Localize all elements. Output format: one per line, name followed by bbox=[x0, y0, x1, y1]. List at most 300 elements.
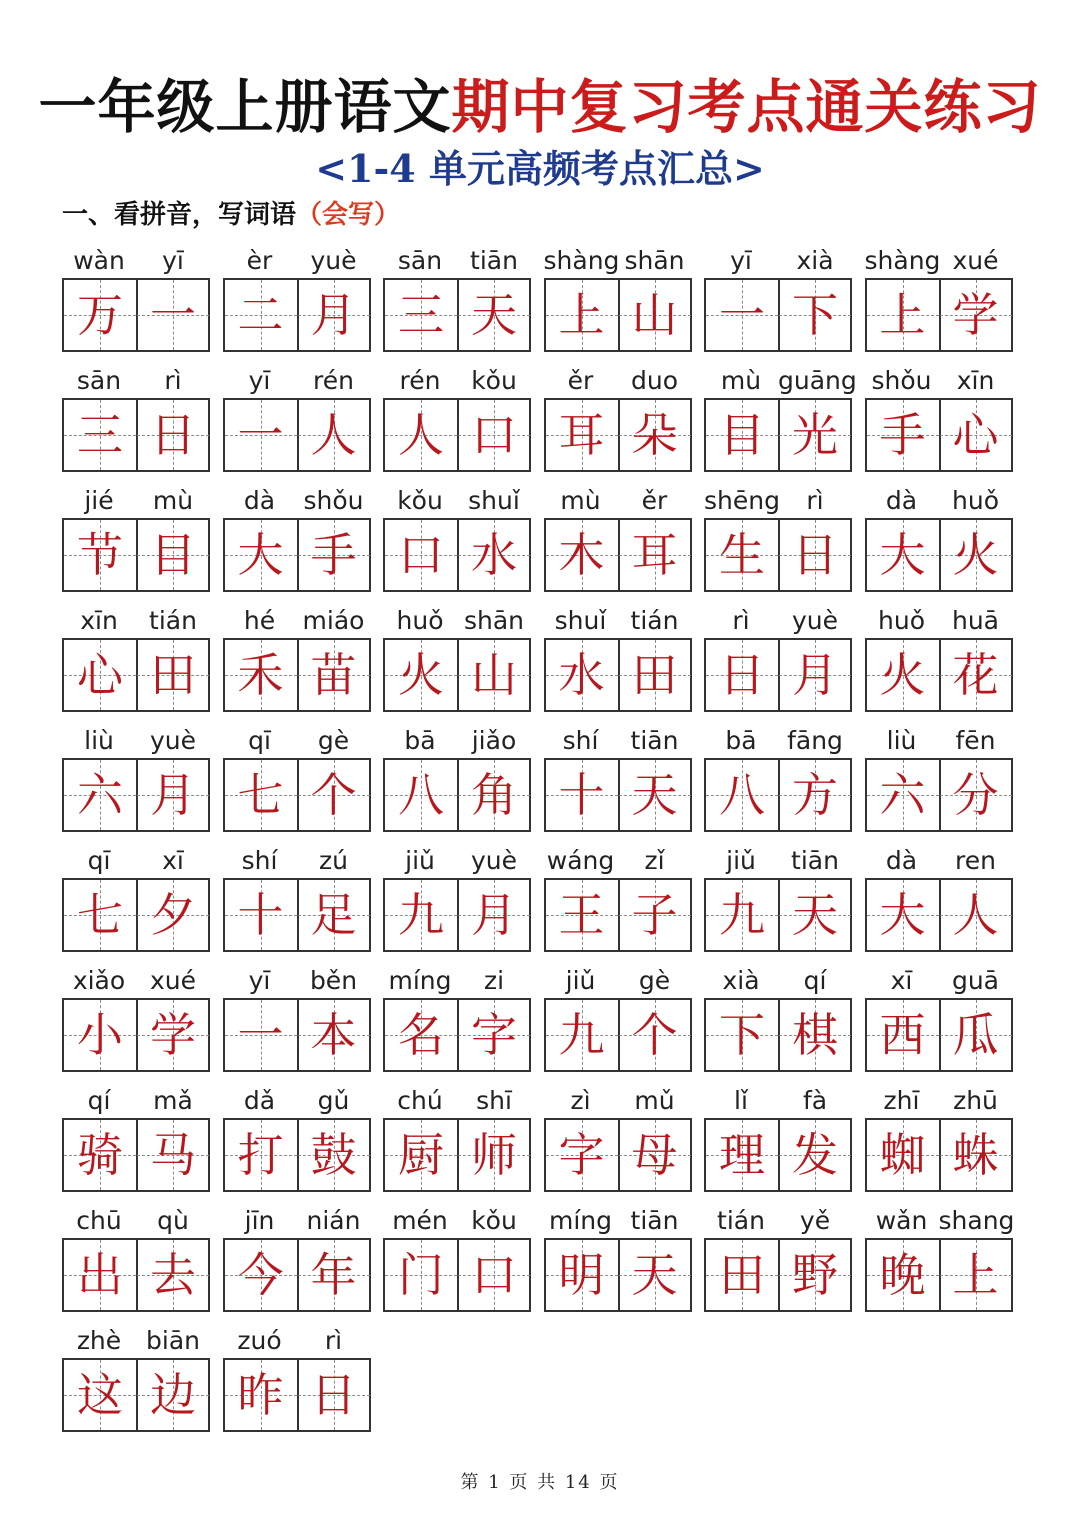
hanzi-character: 马 bbox=[150, 1128, 196, 1182]
tianzige-cell bbox=[546, 880, 618, 950]
hanzi-character: 西 bbox=[879, 1008, 926, 1062]
word-item bbox=[544, 364, 692, 484]
word-row bbox=[62, 724, 1022, 844]
pinyin-label: huǒ bbox=[396, 606, 444, 635]
hanzi-character: 水 bbox=[471, 528, 517, 582]
pinyin-label: ren bbox=[955, 846, 996, 875]
word-item bbox=[383, 844, 531, 964]
hanzi-character: 禾 bbox=[237, 648, 284, 702]
hanzi-character: 生 bbox=[719, 528, 765, 582]
pinyin-label: tián bbox=[717, 1206, 765, 1235]
tianzige-box bbox=[223, 278, 371, 352]
hanzi-character: 年 bbox=[310, 1248, 357, 1302]
tianzige-cell bbox=[867, 760, 939, 830]
word-item bbox=[544, 604, 692, 724]
tianzige-cell bbox=[137, 1000, 209, 1070]
pinyin-label: hé bbox=[243, 606, 276, 635]
pinyin-label: shǒu bbox=[303, 486, 364, 515]
pinyin-label: bā bbox=[404, 726, 436, 755]
tianzige-cell bbox=[137, 640, 209, 710]
pinyin-label: míng bbox=[548, 1206, 612, 1235]
pinyin-label: jié bbox=[84, 486, 114, 515]
hanzi-character: 三 bbox=[77, 408, 123, 462]
hanzi-character: 目 bbox=[150, 528, 196, 582]
tianzige-cell bbox=[546, 1000, 618, 1070]
tianzige-cell bbox=[385, 1000, 457, 1070]
tianzige-box bbox=[544, 758, 692, 832]
tianzige-cell bbox=[619, 1000, 691, 1070]
hanzi-character: 棋 bbox=[792, 1008, 838, 1062]
hanzi-character: 十 bbox=[237, 888, 284, 942]
word-item bbox=[865, 244, 1013, 364]
pinyin-label: zǐ bbox=[644, 846, 665, 875]
tianzige-box bbox=[544, 878, 692, 952]
tianzige-cell bbox=[867, 1120, 939, 1190]
hanzi-character: 六 bbox=[77, 768, 123, 822]
word-item bbox=[704, 844, 852, 964]
hanzi-character: 上 bbox=[879, 288, 926, 342]
pinyin-label: zì bbox=[570, 1086, 591, 1115]
hanzi-character: 田 bbox=[150, 648, 196, 702]
hanzi-character: 发 bbox=[792, 1128, 838, 1182]
hanzi-character: 王 bbox=[558, 888, 605, 942]
word-row bbox=[62, 604, 1022, 724]
word-item bbox=[383, 1084, 531, 1204]
tianzige-cell bbox=[619, 400, 691, 470]
word-item bbox=[865, 1084, 1013, 1204]
pinyin-label: yuè bbox=[149, 726, 197, 755]
tianzige-cell bbox=[225, 760, 297, 830]
word-row bbox=[62, 364, 1022, 484]
word-item bbox=[223, 604, 371, 724]
word-grid bbox=[62, 244, 1022, 1444]
pinyin-label: kǒu bbox=[471, 366, 517, 395]
tianzige-box bbox=[865, 398, 1013, 472]
pinyin-label: fēn bbox=[955, 726, 996, 755]
pinyin-label: jiǎo bbox=[471, 726, 517, 755]
tianzige-box bbox=[223, 998, 371, 1072]
tianzige-cell bbox=[225, 1000, 297, 1070]
pinyin-label: xué bbox=[952, 246, 999, 275]
word-item bbox=[62, 604, 210, 724]
pinyin-label: gè bbox=[638, 966, 671, 995]
hanzi-character: 日 bbox=[719, 648, 765, 702]
hanzi-character: 人 bbox=[398, 408, 444, 462]
hanzi-character: 学 bbox=[952, 288, 999, 342]
hanzi-character: 三 bbox=[398, 288, 444, 342]
hanzi-character: 人 bbox=[310, 408, 357, 462]
pinyin-label: fāng bbox=[787, 726, 843, 755]
word-item bbox=[383, 604, 531, 724]
tianzige-cell bbox=[64, 880, 136, 950]
pinyin-label: duo bbox=[630, 366, 678, 395]
tianzige-box bbox=[544, 1118, 692, 1192]
pinyin-label: ěr bbox=[641, 486, 668, 515]
tianzige-cell bbox=[940, 1240, 1012, 1310]
word-item bbox=[544, 1084, 692, 1204]
tianzige-cell bbox=[867, 280, 939, 350]
tianzige-cell bbox=[225, 1360, 297, 1430]
tianzige-cell bbox=[225, 880, 297, 950]
pinyin-label: biān bbox=[146, 1326, 200, 1355]
word-item bbox=[865, 964, 1013, 1084]
pinyin-label: xīn bbox=[956, 366, 995, 395]
hanzi-character: 理 bbox=[719, 1128, 765, 1182]
pinyin-label: xiǎo bbox=[72, 966, 126, 995]
pinyin-label: rì bbox=[806, 486, 824, 515]
tianzige-box bbox=[865, 1118, 1013, 1192]
pinyin-label: dà bbox=[885, 846, 918, 875]
tianzige-cell bbox=[137, 520, 209, 590]
hanzi-character: 方 bbox=[792, 768, 838, 822]
tianzige-cell bbox=[137, 1120, 209, 1190]
pinyin-label: èr bbox=[246, 246, 273, 275]
hanzi-character: 花 bbox=[952, 648, 999, 702]
tianzige-cell bbox=[137, 280, 209, 350]
word-item bbox=[544, 724, 692, 844]
word-item bbox=[704, 244, 852, 364]
tianzige-cell bbox=[225, 1120, 297, 1190]
pinyin-label: kǒu bbox=[471, 1206, 517, 1235]
tianzige-cell bbox=[619, 640, 691, 710]
word-item bbox=[383, 724, 531, 844]
pinyin-label: tiān bbox=[470, 246, 518, 275]
pinyin-label: huǒ bbox=[952, 486, 999, 515]
hanzi-character: 日 bbox=[310, 1368, 357, 1422]
pinyin-label: rì bbox=[732, 606, 750, 635]
hanzi-character: 心 bbox=[77, 648, 123, 702]
tianzige-box bbox=[704, 998, 852, 1072]
pinyin-label: bā bbox=[725, 726, 757, 755]
hanzi-character: 学 bbox=[150, 1008, 196, 1062]
pinyin-label: xià bbox=[722, 966, 760, 995]
tianzige-box bbox=[383, 398, 531, 472]
title-black-part: 一年级上册语文 bbox=[38, 73, 452, 141]
tianzige-box bbox=[865, 638, 1013, 712]
hanzi-character: 一 bbox=[719, 288, 765, 342]
word-row bbox=[62, 484, 1022, 604]
pinyin-label: shang bbox=[938, 1206, 1015, 1235]
pinyin-label: zhī bbox=[883, 1086, 920, 1115]
pinyin-label: gǔ bbox=[317, 1086, 350, 1115]
pinyin-label: xī bbox=[890, 966, 913, 995]
pinyin-label: tiān bbox=[630, 1206, 679, 1235]
word-item bbox=[865, 1204, 1013, 1324]
pinyin-label: yě bbox=[799, 1206, 831, 1235]
hanzi-character: 足 bbox=[310, 888, 357, 942]
hanzi-character: 天 bbox=[792, 888, 838, 942]
pinyin-label: qī bbox=[248, 726, 271, 755]
tianzige-cell bbox=[940, 880, 1012, 950]
tianzige-cell bbox=[298, 280, 370, 350]
word-row bbox=[62, 1324, 1022, 1444]
tianzige-box bbox=[865, 1238, 1013, 1312]
tianzige-box bbox=[62, 278, 210, 352]
word-item bbox=[544, 244, 692, 364]
tianzige-cell bbox=[546, 760, 618, 830]
hanzi-character: 今 bbox=[237, 1248, 284, 1302]
tianzige-cell bbox=[867, 880, 939, 950]
tianzige-box bbox=[62, 878, 210, 952]
hanzi-character: 九 bbox=[398, 888, 444, 942]
word-item bbox=[383, 484, 531, 604]
tianzige-cell bbox=[385, 760, 457, 830]
hanzi-character: 天 bbox=[471, 288, 517, 342]
pinyin-label: mù bbox=[560, 486, 601, 515]
tianzige-cell bbox=[385, 280, 457, 350]
tianzige-box bbox=[383, 1238, 531, 1312]
pinyin-label: zhū bbox=[953, 1086, 998, 1115]
pinyin-label: shān bbox=[624, 246, 685, 275]
hanzi-character: 子 bbox=[631, 888, 678, 942]
tianzige-box bbox=[383, 518, 531, 592]
pinyin-label: wáng bbox=[546, 846, 615, 875]
pinyin-label: yī bbox=[162, 246, 184, 275]
tianzige-cell bbox=[137, 400, 209, 470]
word-item bbox=[223, 964, 371, 1084]
pinyin-label: mù bbox=[152, 486, 194, 515]
hanzi-character: 心 bbox=[952, 408, 999, 462]
pinyin-label: xī bbox=[162, 846, 184, 875]
hanzi-character: 蜘 bbox=[879, 1128, 926, 1182]
hanzi-character: 一 bbox=[150, 288, 196, 342]
tianzige-cell bbox=[940, 400, 1012, 470]
tianzige-box bbox=[704, 638, 852, 712]
pinyin-label: yī bbox=[248, 966, 271, 995]
tianzige-cell bbox=[940, 1120, 1012, 1190]
pinyin-label: shēng bbox=[704, 486, 780, 515]
tianzige-cell bbox=[546, 400, 618, 470]
pinyin-label: yuè bbox=[470, 846, 518, 875]
word-row bbox=[62, 964, 1022, 1084]
hanzi-character: 蛛 bbox=[952, 1128, 999, 1182]
tianzige-cell bbox=[64, 1120, 136, 1190]
word-item bbox=[704, 724, 852, 844]
tianzige-cell bbox=[298, 400, 370, 470]
tianzige-cell bbox=[298, 520, 370, 590]
pinyin-label: xīn bbox=[80, 606, 118, 635]
tianzige-box bbox=[704, 1118, 852, 1192]
tianzige-cell bbox=[458, 280, 530, 350]
hanzi-character: 鼓 bbox=[310, 1128, 357, 1182]
page-subtitle: <1-4 单元高频考点汇总> bbox=[315, 146, 765, 191]
pinyin-label: lǐ bbox=[734, 1086, 748, 1115]
tianzige-cell bbox=[619, 760, 691, 830]
page-footer: 第 1 页 共 14 页 bbox=[460, 1472, 620, 1493]
tianzige-cell bbox=[385, 1120, 457, 1190]
tianzige-box bbox=[704, 518, 852, 592]
tianzige-box bbox=[544, 398, 692, 472]
hanzi-character: 野 bbox=[792, 1248, 838, 1302]
pinyin-label: mén bbox=[392, 1206, 448, 1235]
tianzige-cell bbox=[546, 520, 618, 590]
tianzige-box bbox=[223, 398, 371, 472]
tianzige-cell bbox=[137, 1360, 209, 1430]
word-item bbox=[223, 844, 371, 964]
tianzige-box bbox=[865, 998, 1013, 1072]
hanzi-character: 九 bbox=[719, 888, 765, 942]
tianzige-box bbox=[704, 278, 852, 352]
tianzige-cell bbox=[940, 520, 1012, 590]
word-item bbox=[865, 364, 1013, 484]
word-item bbox=[62, 844, 210, 964]
pinyin-label: yuè bbox=[310, 246, 357, 275]
hanzi-character: 个 bbox=[310, 768, 357, 822]
tianzige-box bbox=[544, 638, 692, 712]
pinyin-label: huǒ bbox=[878, 606, 925, 635]
hanzi-character: 月 bbox=[150, 768, 196, 822]
tianzige-cell bbox=[298, 1000, 370, 1070]
word-item bbox=[544, 1204, 692, 1324]
pinyin-label: rì bbox=[324, 1326, 343, 1355]
pinyin-label: shān bbox=[463, 606, 525, 635]
tianzige-cell bbox=[779, 400, 851, 470]
hanzi-character: 月 bbox=[792, 648, 838, 702]
tianzige-cell bbox=[706, 1120, 778, 1190]
tianzige-box bbox=[62, 758, 210, 832]
title-red-part: 期中复习考点通关练习 bbox=[451, 73, 1042, 141]
word-item bbox=[544, 844, 692, 964]
hanzi-character: 母 bbox=[631, 1128, 678, 1182]
hanzi-character: 水 bbox=[558, 648, 605, 702]
tianzige-cell bbox=[779, 1240, 851, 1310]
tianzige-box bbox=[383, 278, 531, 352]
pinyin-label: mù bbox=[720, 366, 762, 395]
tianzige-cell bbox=[298, 1240, 370, 1310]
hanzi-character: 十 bbox=[558, 768, 605, 822]
hanzi-character: 大 bbox=[237, 528, 284, 582]
pinyin-label: ěr bbox=[567, 366, 594, 395]
hanzi-character: 光 bbox=[792, 408, 838, 462]
hanzi-character: 上 bbox=[952, 1248, 999, 1302]
hanzi-character: 下 bbox=[719, 1008, 765, 1062]
tianzige-box bbox=[704, 398, 852, 472]
tianzige-cell bbox=[706, 1000, 778, 1070]
hanzi-character: 八 bbox=[398, 768, 444, 822]
hanzi-character: 月 bbox=[310, 288, 357, 342]
hanzi-character: 人 bbox=[952, 888, 999, 942]
hanzi-character: 二 bbox=[237, 288, 284, 342]
word-item bbox=[865, 604, 1013, 724]
hanzi-character: 火 bbox=[879, 648, 926, 702]
word-item bbox=[383, 244, 531, 364]
hanzi-character: 打 bbox=[237, 1128, 284, 1182]
hanzi-character: 万 bbox=[77, 288, 123, 342]
word-item bbox=[704, 604, 852, 724]
pinyin-label: tián bbox=[149, 606, 197, 635]
pinyin-label: huā bbox=[951, 606, 999, 635]
tianzige-cell bbox=[225, 640, 297, 710]
tianzige-cell bbox=[64, 1240, 136, 1310]
tianzige-cell bbox=[867, 640, 939, 710]
tianzige-box bbox=[544, 1238, 692, 1312]
tianzige-cell bbox=[706, 280, 778, 350]
tianzige-cell bbox=[706, 520, 778, 590]
pinyin-label: gè bbox=[317, 726, 350, 755]
hanzi-character: 日 bbox=[792, 528, 838, 582]
tianzige-cell bbox=[940, 280, 1012, 350]
hanzi-character: 九 bbox=[558, 1008, 605, 1062]
tianzige-box bbox=[223, 1238, 371, 1312]
word-item bbox=[704, 484, 852, 604]
pinyin-label: míng bbox=[388, 966, 452, 995]
word-item bbox=[865, 724, 1013, 844]
word-item bbox=[62, 1204, 210, 1324]
tianzige-cell bbox=[385, 640, 457, 710]
tianzige-box bbox=[865, 758, 1013, 832]
word-item bbox=[704, 364, 857, 484]
tianzige-cell bbox=[64, 1360, 136, 1430]
section-heading bbox=[62, 194, 400, 231]
tianzige-box bbox=[383, 878, 531, 952]
tianzige-cell bbox=[779, 1000, 851, 1070]
hanzi-character: 一 bbox=[237, 408, 284, 462]
tianzige-cell bbox=[546, 1120, 618, 1190]
tianzige-cell bbox=[458, 880, 530, 950]
pinyin-label: guāng bbox=[778, 366, 857, 395]
tianzige-box bbox=[544, 278, 692, 352]
pinyin-label: dà bbox=[243, 486, 276, 515]
pinyin-label: guā bbox=[951, 966, 1000, 995]
hanzi-character: 火 bbox=[398, 648, 444, 702]
tianzige-box bbox=[223, 518, 371, 592]
tianzige-cell bbox=[298, 1120, 370, 1190]
word-item bbox=[62, 364, 210, 484]
tianzige-cell bbox=[64, 520, 136, 590]
hanzi-character: 夕 bbox=[150, 888, 196, 942]
hanzi-character: 去 bbox=[150, 1248, 196, 1302]
tianzige-cell bbox=[458, 1120, 530, 1190]
pinyin-label: jiǔ bbox=[565, 966, 596, 995]
tianzige-box bbox=[544, 998, 692, 1072]
tianzige-cell bbox=[385, 1240, 457, 1310]
tianzige-cell bbox=[619, 1120, 691, 1190]
tianzige-cell bbox=[458, 640, 530, 710]
hanzi-character: 一 bbox=[237, 1008, 284, 1062]
tianzige-cell bbox=[298, 880, 370, 950]
pinyin-label: qī bbox=[87, 846, 111, 875]
tianzige-cell bbox=[298, 1360, 370, 1430]
tianzige-cell bbox=[619, 280, 691, 350]
pinyin-label: chū bbox=[76, 1206, 122, 1235]
tianzige-cell bbox=[706, 880, 778, 950]
pinyin-label: shuǐ bbox=[554, 606, 607, 635]
word-item bbox=[223, 1324, 371, 1444]
page-title bbox=[0, 60, 1080, 144]
pinyin-label: xià bbox=[796, 246, 834, 275]
tianzige-box bbox=[223, 1118, 371, 1192]
tianzige-cell bbox=[867, 400, 939, 470]
hanzi-character: 上 bbox=[558, 288, 605, 342]
pinyin-label: zuó bbox=[237, 1326, 282, 1355]
hanzi-character: 个 bbox=[631, 1008, 678, 1062]
tianzige-cell bbox=[458, 400, 530, 470]
pinyin-label: shuǐ bbox=[468, 486, 520, 515]
pinyin-label: fà bbox=[802, 1086, 828, 1115]
tianzige-cell bbox=[619, 880, 691, 950]
tianzige-cell bbox=[137, 760, 209, 830]
tianzige-box bbox=[62, 1358, 210, 1432]
hanzi-character: 七 bbox=[77, 888, 123, 942]
word-item bbox=[704, 1084, 852, 1204]
hanzi-character: 口 bbox=[471, 1248, 517, 1302]
tianzige-cell bbox=[458, 1000, 530, 1070]
word-item bbox=[223, 1204, 371, 1324]
tianzige-cell bbox=[64, 1000, 136, 1070]
word-item bbox=[223, 244, 371, 364]
word-row bbox=[62, 844, 1022, 964]
hanzi-character: 门 bbox=[398, 1248, 444, 1302]
